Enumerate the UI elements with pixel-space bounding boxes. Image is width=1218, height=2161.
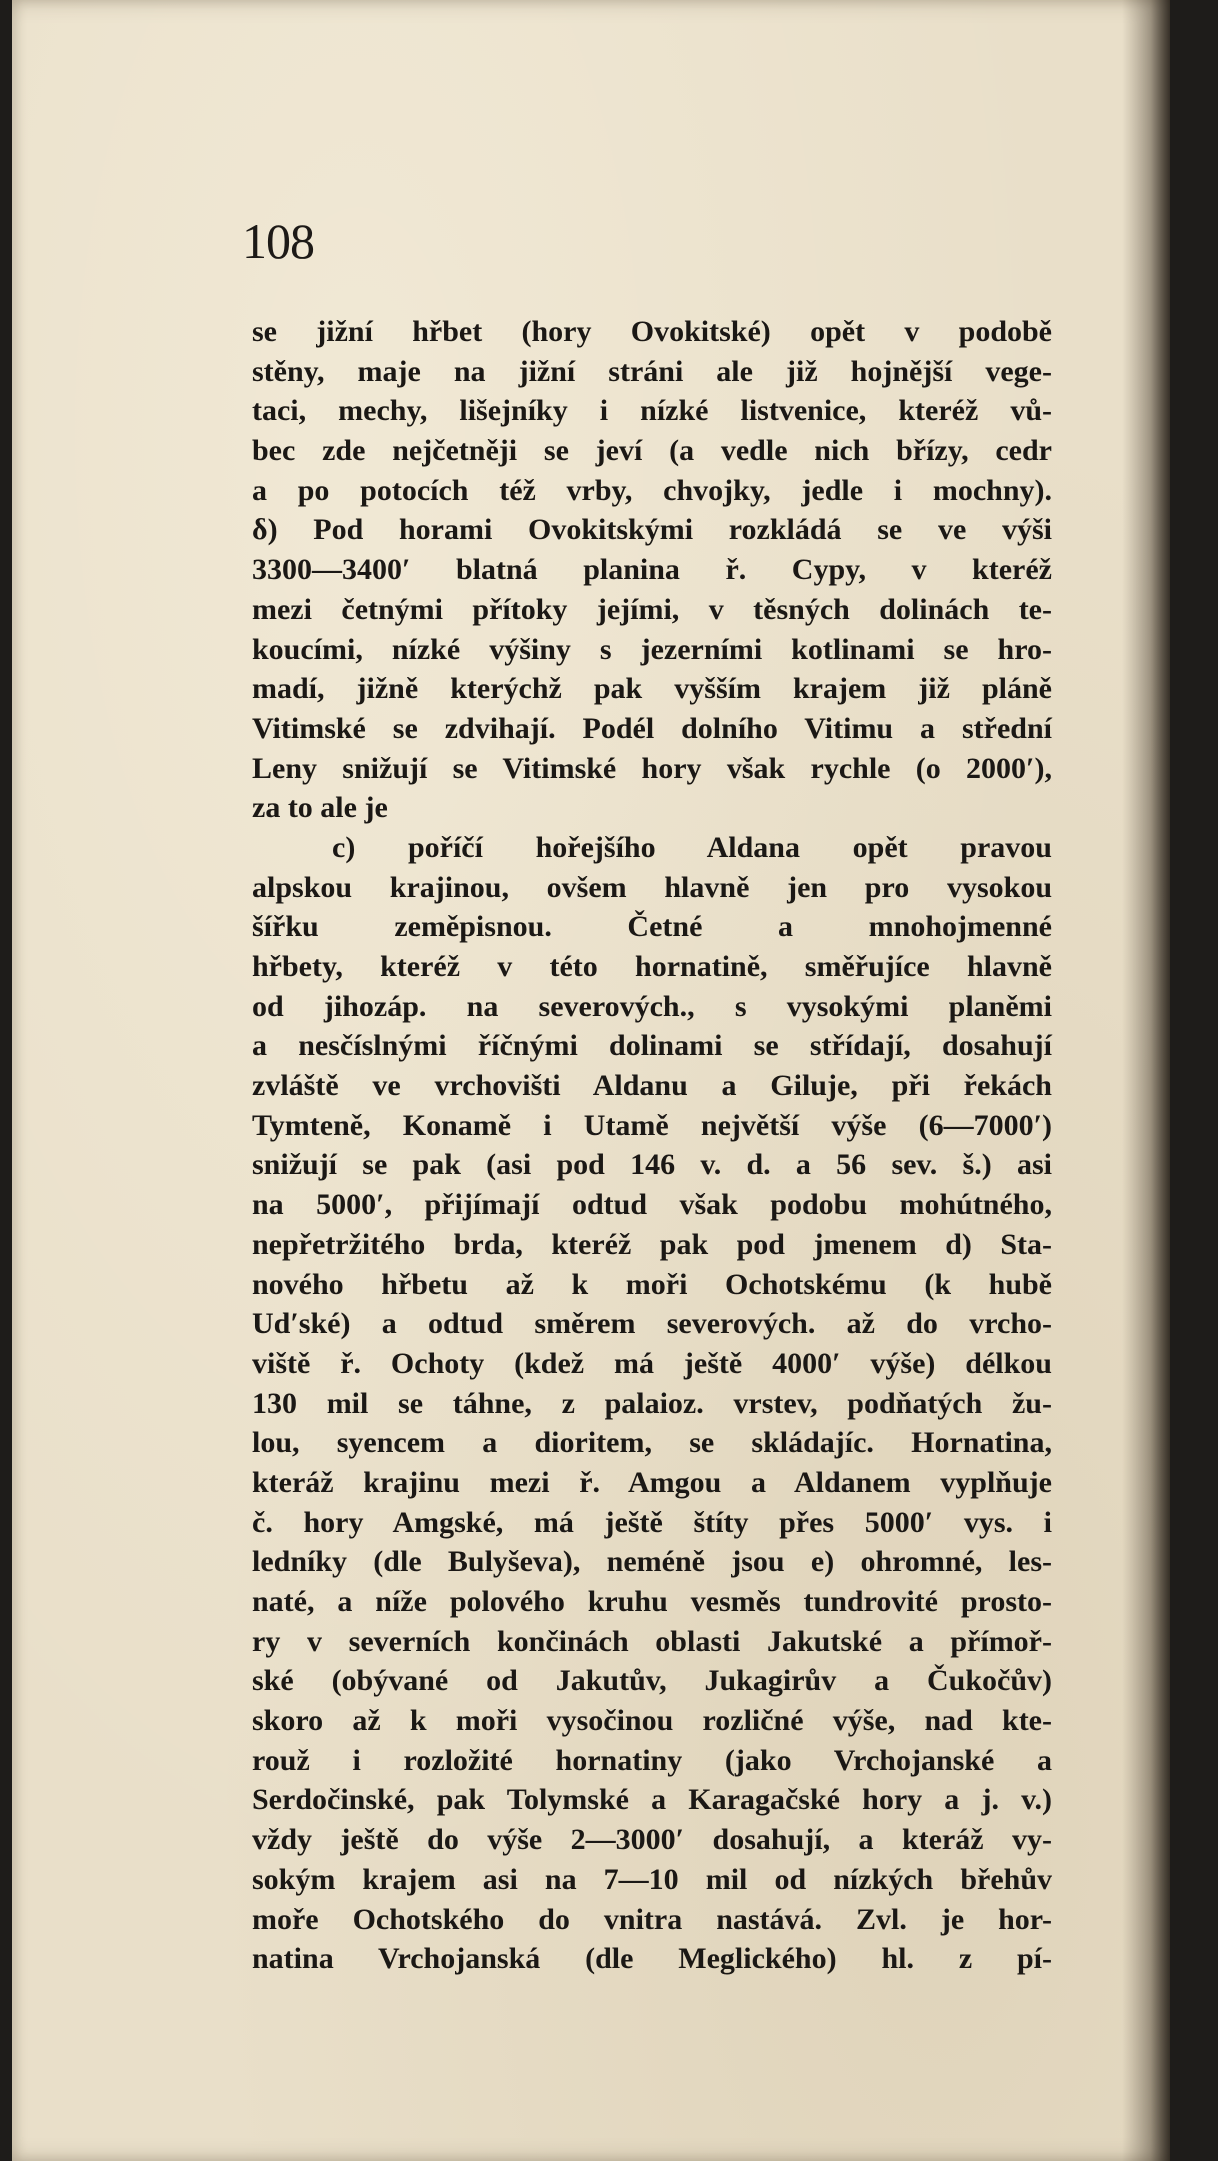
text-line: ry v severních končinách oblasti Jakutské a přímoř- [252, 1624, 1052, 1658]
text-line: skoro až k moři vysočinou rozličné výše, nad kte- [252, 1704, 1052, 1738]
text-line: taci, mechy, lišejníky i nízké listvenice, kteréž vů- [252, 394, 1052, 428]
text-line: hřbety, kteréž v této hornatině, směřujíce hlavně [252, 950, 1052, 983]
text-line: koucími, nízké výšiny s jezerními kotlinami se hro- [252, 632, 1052, 666]
text-line: sokým krajem asi na 7—10 mil od nízkých břehův [252, 1862, 1052, 1896]
text-line: a nesčíslnými říčnými dolinami se střídají, dosahují [252, 1029, 1052, 1063]
text-line: č. hory Amgské, má ještě štíty přes 5000′ vys. i [252, 1505, 1052, 1539]
text-line: a po potocích též vrby, chvojky, jedle i mochny). [252, 473, 1052, 507]
text-line: Ud′ské) a odtud směrem severových. až do vrcho- [252, 1307, 1052, 1341]
text-line: se jižní hřbet (hory Ovokitské) opět v podobě [252, 315, 1052, 348]
text-line: šířku zeměpisnou. Četné a mnohojmenné [252, 910, 1052, 944]
text-line: nového hřbetu až k moři Ochotskému (k hubě [252, 1267, 1052, 1301]
text-line: rouž i rozložité hornatiny (jako Vrchojanské a [252, 1743, 1052, 1777]
book-page [12, 0, 1170, 2161]
text-line: od jihozáp. na severových., s vysokými planěmi [252, 989, 1052, 1023]
text-line: viště ř. Ochoty (kdež má ještě 4000′ výše) délkou [252, 1346, 1052, 1380]
text-line: ské (obývané od Jakutův, Jukagirův a Čukočův) [252, 1664, 1052, 1698]
text-line: ledníky (dle Bulyševa), neméně jsou e) ohromné, les- [252, 1545, 1052, 1579]
text-line: 130 mil se táhne, z palaioz. vrstev, podňatých žu- [252, 1386, 1052, 1420]
text-line: zvláště ve vrchovišti Aldanu a Giluje, při řekách [252, 1069, 1052, 1103]
page-spine-shadow [1122, 0, 1170, 2161]
text-line: moře Ochotského do vnitra nastává. Zvl. je hor- [252, 1902, 1052, 1936]
text-line: alpskou krajinou, ovšem hlavně jen pro vysokou [252, 870, 1052, 904]
page-number: 108 [242, 213, 314, 269]
text-line: 3300—3400′ blatná planina ř. Cypy, v kteréž [252, 553, 1052, 587]
text-line: naté, a níže polového kruhu vesměs tundrovité prosto- [252, 1585, 1052, 1618]
body-text [252, 312, 1052, 1979]
text-line: mezi četnými přítoky jejími, v těsných dolinách te- [252, 592, 1052, 626]
text-line: natina Vrchojanská (dle Meglického) hl. z pí- [252, 1942, 1052, 1976]
text-line: snižují se pak (asi pod 146 v. d. a 56 sev. š.) asi [252, 1148, 1052, 1182]
text-line: za to ale je [252, 791, 388, 825]
text-line: Serdočinské, pak Tolymské a Karagačské hory a j. v.) [252, 1783, 1052, 1817]
text-line: Leny snižují se Vitimské hory však rychle (o 2000′), [252, 751, 1052, 785]
text-line: vždy ještě do výše 2—3000′ dosahují, a kteráž vy- [252, 1823, 1052, 1857]
text-line: c) poříčí hořejšího Aldana opět pravou [332, 830, 1052, 864]
text-line: Tymteně, Konamě i Utamě největší výše (6—7000′) [252, 1108, 1052, 1142]
text-line: Vitimské se zdvihají. Podél dolního Vitimu a střední [252, 711, 1052, 745]
text-line: δ) Pod horami Ovokitskými rozkládá se ve výši [252, 513, 1052, 547]
text-line: nepřetržitého brda, kteréž pak pod jmenem d) Sta- [252, 1227, 1052, 1261]
text-line: bec zde nejčetněji se jeví (a vedle nich břízy, cedr [252, 434, 1052, 468]
text-line: stěny, maje na jižní stráni ale již hojnější vege- [252, 354, 1052, 388]
text-line: na 5000′, přijímají odtud však podobu mohútného, [252, 1188, 1052, 1222]
text-line: kteráž krajinu mezi ř. Amgou a Aldanem vyplňuje [252, 1465, 1052, 1499]
text-line: madí, jižně kterýchž pak vyšším krajem již pláně [252, 672, 1052, 706]
text-line: lou, syencem a dioritem, se skládajíc. Hornatina, [252, 1426, 1052, 1460]
